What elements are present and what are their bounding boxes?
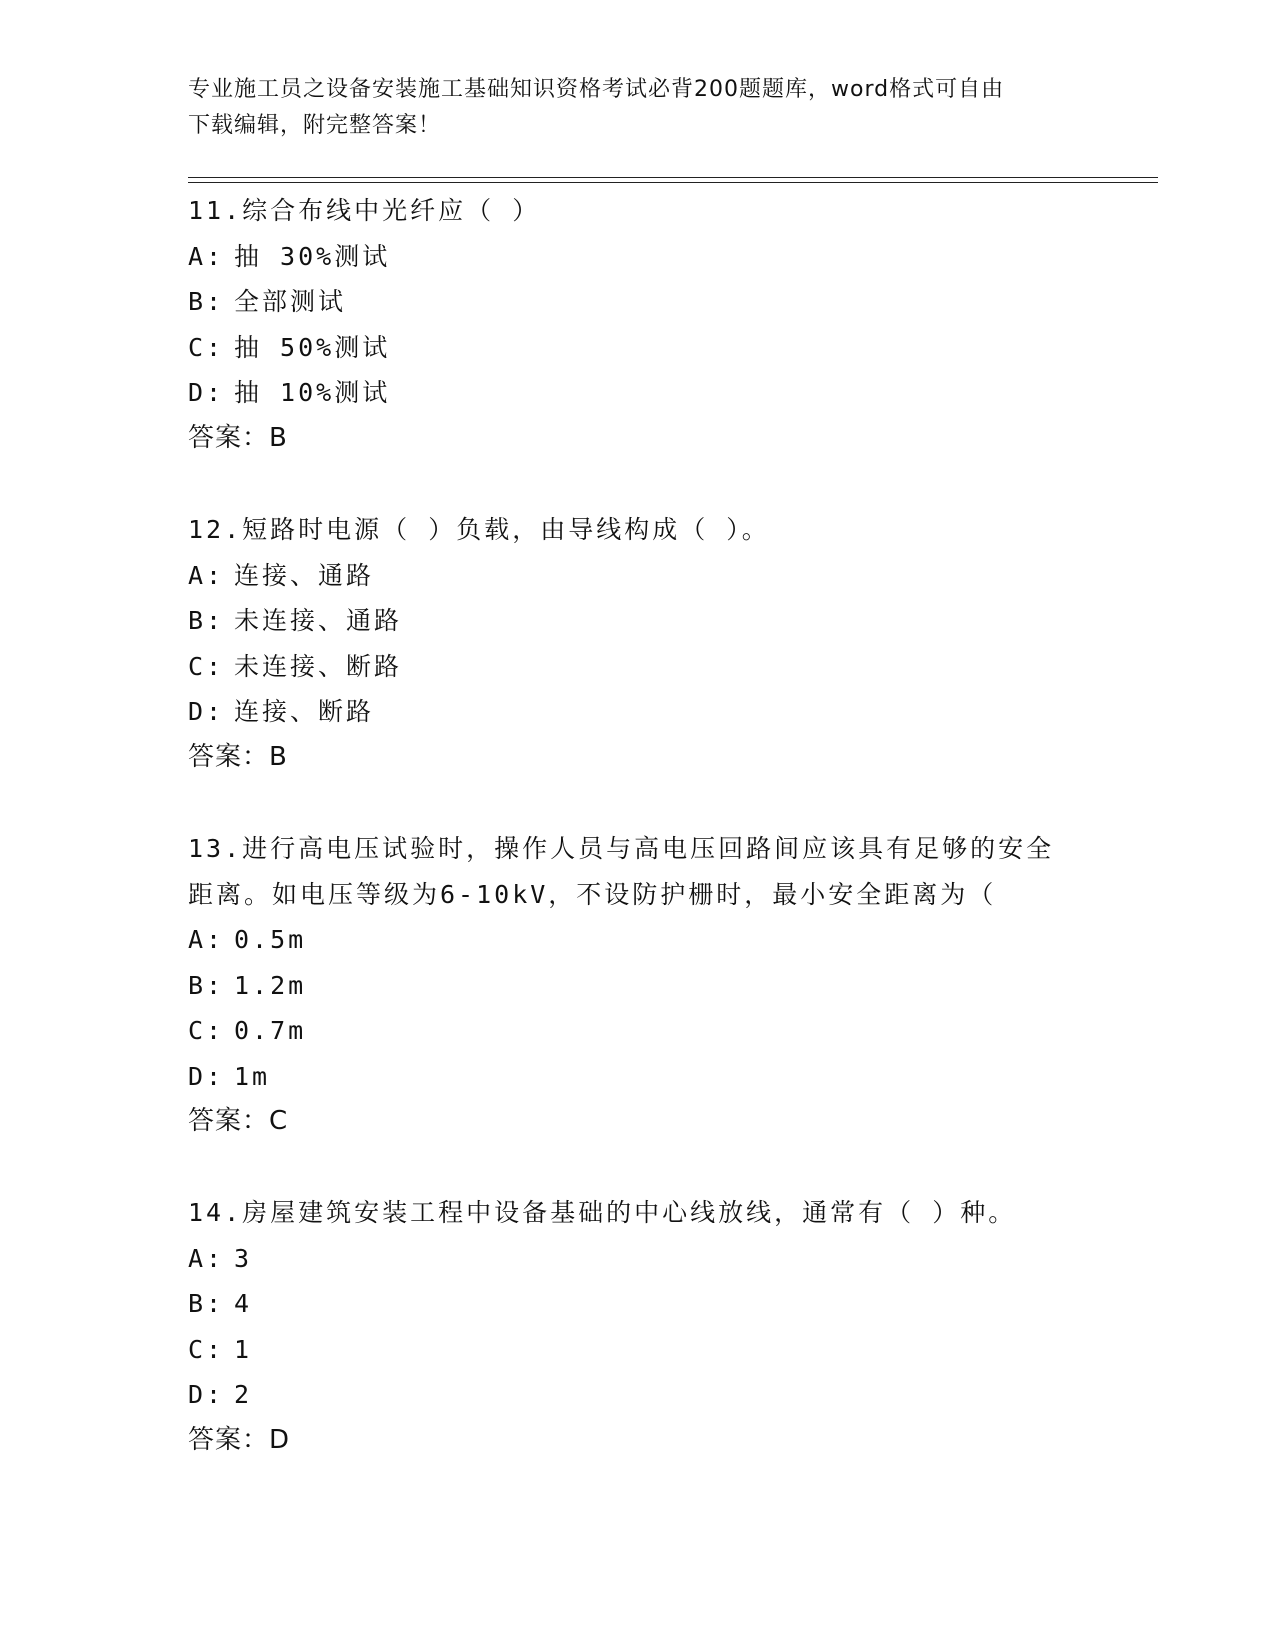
question-12 <box>188 507 1088 780</box>
option-text: 抽 10%测试 <box>234 378 391 407</box>
option-label: C: <box>188 651 225 681</box>
option-label: C: <box>188 1334 225 1364</box>
option-label: D: <box>188 378 225 407</box>
option-label: B: <box>188 287 225 316</box>
option-c <box>188 325 1088 371</box>
question-text: 14.房屋建筑安装工程中设备基础的中心线放线，通常有（ ）种。 <box>188 1198 1017 1227</box>
option-text: 未连接、通路 <box>234 606 403 635</box>
option-b <box>188 598 1088 644</box>
question-14 <box>188 1190 1088 1463</box>
option-a <box>188 234 1088 280</box>
option-b <box>188 279 1088 325</box>
option-text: 抽 50%测试 <box>234 332 391 362</box>
option-d <box>188 1054 1088 1100</box>
option-label: A: <box>188 925 225 954</box>
question-text: 11.综合布线中光纤应（ ） <box>188 196 541 225</box>
option-label: B: <box>188 970 225 1000</box>
option-text: 4 <box>234 1289 253 1318</box>
question-text: 13.进行高电压试验时，操作人员与高电压回路间应该具有足够的安全 <box>188 834 1055 863</box>
option-label: A: <box>188 241 225 271</box>
option-c <box>188 1327 1088 1373</box>
option-text: 全部测试 <box>234 287 347 316</box>
question-text-continued: 距离。如电压等级为6-10kV，不设防护栅时，最小安全距离为（ <box>188 879 997 909</box>
option-text: 1m <box>234 1061 271 1091</box>
option-d <box>188 689 1088 735</box>
option-text: 抽 30%测试 <box>234 241 391 271</box>
answer-line: 答案：C <box>188 1106 289 1136</box>
option-text: 1.2m <box>234 970 307 1000</box>
answer-line: 答案：B <box>188 422 288 453</box>
option-text: 3 <box>234 1243 253 1273</box>
header-divider-bottom <box>188 182 1158 183</box>
option-b <box>188 1281 1088 1327</box>
option-text: 1 <box>234 1334 253 1364</box>
document-header <box>188 72 1088 144</box>
option-d <box>188 370 1088 416</box>
question-11 <box>188 188 1088 461</box>
question-text: 12.短路时电源（ ）负载，由导线构成（ ）。 <box>188 515 770 544</box>
option-label: C: <box>188 1016 225 1045</box>
option-text: 未连接、断路 <box>234 651 403 681</box>
option-label: D: <box>188 1380 225 1409</box>
answer-line: 答案：B <box>188 741 288 772</box>
option-label: A: <box>188 1243 225 1273</box>
option-d <box>188 1372 1088 1418</box>
option-a <box>188 917 1088 963</box>
answer-line: 答案：D <box>188 1424 291 1455</box>
option-text: 连接、断路 <box>234 697 375 726</box>
option-a <box>188 1236 1088 1282</box>
option-text: 0.7m <box>234 1016 307 1045</box>
option-label: B: <box>188 606 225 635</box>
header-line-2: 下载编辑，附完整答案！ <box>188 113 442 138</box>
option-a <box>188 553 1088 599</box>
option-b <box>188 963 1088 1009</box>
header-line-1: 专业施工员之设备安装施工基础知识资格考试必背200题题库，word格式可自由 <box>188 77 1005 102</box>
option-label: B: <box>188 1289 225 1318</box>
option-label: D: <box>188 697 225 726</box>
option-c <box>188 644 1088 690</box>
header-divider-top <box>188 177 1158 178</box>
option-text: 0.5m <box>234 925 307 954</box>
option-label: D: <box>188 1061 225 1091</box>
question-13 <box>188 826 1088 1145</box>
option-c <box>188 1008 1088 1054</box>
option-label: C: <box>188 332 225 362</box>
option-label: A: <box>188 560 225 590</box>
option-text: 连接、通路 <box>234 560 375 590</box>
option-text: 2 <box>234 1380 253 1409</box>
